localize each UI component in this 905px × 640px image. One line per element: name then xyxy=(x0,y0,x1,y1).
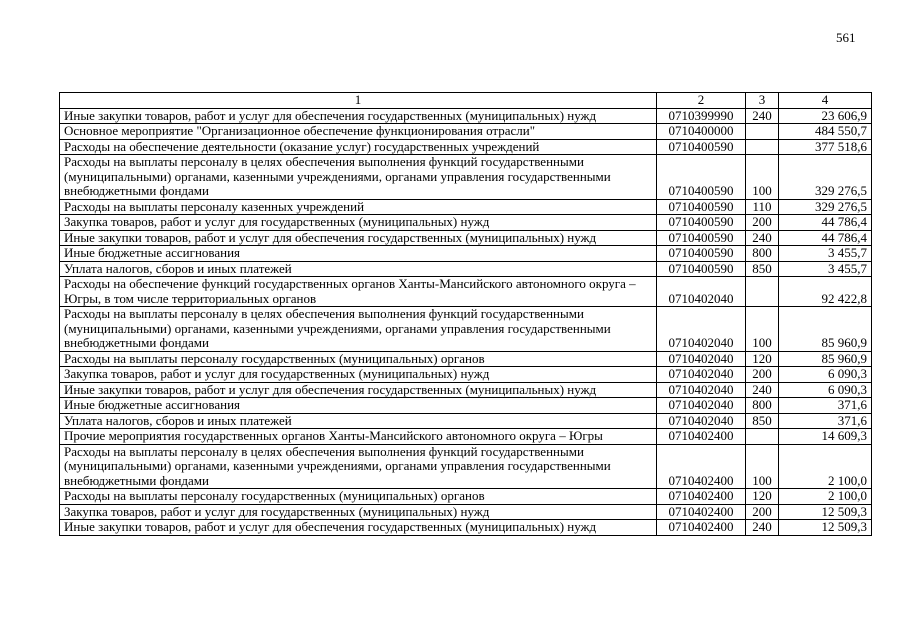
column-header-code: 2 xyxy=(657,93,746,109)
cell-code: 0710400590 xyxy=(657,230,746,246)
cell-type xyxy=(746,139,779,155)
cell-name: Прочие мероприятия государственных органов Ханты-Мансийского автономного округа – Югры xyxy=(60,429,657,445)
cell-type: 800 xyxy=(746,246,779,262)
cell-sum: 23 606,9 xyxy=(779,108,872,124)
table-row xyxy=(60,307,872,352)
cell-type: 110 xyxy=(746,199,779,215)
cell-name: Расходы на выплаты персоналу казенных учреждений xyxy=(60,199,657,215)
cell-code: 0710400590 xyxy=(657,261,746,277)
cell-sum: 92 422,8 xyxy=(779,277,872,307)
cell-code: 0710402400 xyxy=(657,489,746,505)
cell-name: Расходы на выплаты персоналу в целях обеспечения выполнения функций государственными (муниципальными) органами, казенными учреждениями, органами управления государственными внебюджетными фондами xyxy=(60,155,657,200)
cell-code: 0710402040 xyxy=(657,277,746,307)
table-row xyxy=(60,413,872,429)
cell-sum: 329 276,5 xyxy=(779,155,872,200)
cell-code: 0710402040 xyxy=(657,307,746,352)
cell-name: Расходы на обеспечение деятельности (оказание услуг) государственных учреждений xyxy=(60,139,657,155)
cell-type xyxy=(746,429,779,445)
cell-name: Иные бюджетные ассигнования xyxy=(60,246,657,262)
cell-sum: 371,6 xyxy=(779,413,872,429)
cell-code: 0710400000 xyxy=(657,124,746,140)
table-row xyxy=(60,367,872,383)
cell-type: 240 xyxy=(746,382,779,398)
cell-type: 200 xyxy=(746,367,779,383)
table-row xyxy=(60,108,872,124)
cell-type: 120 xyxy=(746,351,779,367)
cell-sum: 85 960,9 xyxy=(779,307,872,352)
cell-code: 0710402040 xyxy=(657,351,746,367)
cell-code: 0710402400 xyxy=(657,429,746,445)
cell-code: 0710400590 xyxy=(657,139,746,155)
table-row xyxy=(60,246,872,262)
table-row xyxy=(60,277,872,307)
column-header-sum: 4 xyxy=(779,93,872,109)
budget-table xyxy=(59,92,872,536)
cell-code: 0710400590 xyxy=(657,155,746,200)
cell-sum: 371,6 xyxy=(779,398,872,414)
cell-code: 0710400590 xyxy=(657,215,746,231)
cell-name: Уплата налогов, сборов и иных платежей xyxy=(60,261,657,277)
table-header-row xyxy=(60,93,872,109)
cell-sum: 329 276,5 xyxy=(779,199,872,215)
cell-name: Иные бюджетные ассигнования xyxy=(60,398,657,414)
cell-sum: 3 455,7 xyxy=(779,246,872,262)
cell-type: 240 xyxy=(746,230,779,246)
table-row xyxy=(60,139,872,155)
table-row xyxy=(60,261,872,277)
table-row xyxy=(60,382,872,398)
cell-code: 0710402040 xyxy=(657,398,746,414)
cell-name: Иные закупки товаров, работ и услуг для обеспечения государственных (муниципальных) нужд xyxy=(60,382,657,398)
cell-type: 120 xyxy=(746,489,779,505)
table-row xyxy=(60,215,872,231)
cell-name: Уплата налогов, сборов и иных платежей xyxy=(60,413,657,429)
cell-sum: 2 100,0 xyxy=(779,444,872,489)
cell-name: Иные закупки товаров, работ и услуг для обеспечения государственных (муниципальных) нужд xyxy=(60,230,657,246)
table-row xyxy=(60,429,872,445)
table-row xyxy=(60,489,872,505)
cell-sum: 6 090,3 xyxy=(779,367,872,383)
table-row xyxy=(60,398,872,414)
cell-name: Расходы на выплаты персоналу в целях обеспечения выполнения функций государственными (муниципальными) органами, казенными учреждениями, органами управления государственными внебюджетными фондами xyxy=(60,444,657,489)
table-row xyxy=(60,155,872,200)
cell-type xyxy=(746,277,779,307)
table-row xyxy=(60,199,872,215)
column-header-name: 1 xyxy=(60,93,657,109)
table-body xyxy=(60,108,872,535)
cell-type: 850 xyxy=(746,413,779,429)
table-row xyxy=(60,504,872,520)
cell-sum: 6 090,3 xyxy=(779,382,872,398)
cell-sum: 12 509,3 xyxy=(779,504,872,520)
cell-name: Основное мероприятие "Организационное обеспечение функционирования отрасли" xyxy=(60,124,657,140)
cell-sum: 14 609,3 xyxy=(779,429,872,445)
cell-type: 240 xyxy=(746,520,779,536)
cell-sum: 85 960,9 xyxy=(779,351,872,367)
cell-code: 0710400590 xyxy=(657,246,746,262)
cell-code: 0710399990 xyxy=(657,108,746,124)
cell-name: Закупка товаров, работ и услуг для государственных (муниципальных) нужд xyxy=(60,504,657,520)
cell-sum: 44 786,4 xyxy=(779,215,872,231)
cell-code: 0710400590 xyxy=(657,199,746,215)
cell-name: Расходы на обеспечение функций государственных органов Ханты-Мансийского автономного округа – Югры, в том числе территориальных органов xyxy=(60,277,657,307)
table-row xyxy=(60,520,872,536)
cell-name: Иные закупки товаров, работ и услуг для обеспечения государственных (муниципальных) нужд xyxy=(60,108,657,124)
cell-name: Расходы на выплаты персоналу государственных (муниципальных) органов xyxy=(60,351,657,367)
cell-code: 0710402400 xyxy=(657,520,746,536)
cell-type: 100 xyxy=(746,307,779,352)
cell-code: 0710402400 xyxy=(657,504,746,520)
cell-sum: 377 518,6 xyxy=(779,139,872,155)
cell-sum: 12 509,3 xyxy=(779,520,872,536)
cell-name: Расходы на выплаты персоналу в целях обеспечения выполнения функций государственными (муниципальными) органами, казенными учреждениями, органами управления государственными внебюджетными фондами xyxy=(60,307,657,352)
cell-type: 240 xyxy=(746,108,779,124)
cell-name: Закупка товаров, работ и услуг для государственных (муниципальных) нужд xyxy=(60,367,657,383)
column-header-type: 3 xyxy=(746,93,779,109)
cell-code: 0710402040 xyxy=(657,367,746,383)
table-row xyxy=(60,230,872,246)
cell-code: 0710402040 xyxy=(657,382,746,398)
table-row xyxy=(60,351,872,367)
page-number: 561 xyxy=(836,30,856,45)
cell-type: 800 xyxy=(746,398,779,414)
table-row xyxy=(60,444,872,489)
table-row xyxy=(60,124,872,140)
cell-sum: 2 100,0 xyxy=(779,489,872,505)
cell-name: Иные закупки товаров, работ и услуг для обеспечения государственных (муниципальных) нужд xyxy=(60,520,657,536)
cell-type: 200 xyxy=(746,504,779,520)
cell-type: 850 xyxy=(746,261,779,277)
cell-sum: 484 550,7 xyxy=(779,124,872,140)
cell-code: 0710402400 xyxy=(657,444,746,489)
cell-type: 200 xyxy=(746,215,779,231)
cell-type: 100 xyxy=(746,444,779,489)
cell-type xyxy=(746,124,779,140)
cell-name: Закупка товаров, работ и услуг для государственных (муниципальных) нужд xyxy=(60,215,657,231)
cell-sum: 3 455,7 xyxy=(779,261,872,277)
cell-name: Расходы на выплаты персоналу государственных (муниципальных) органов xyxy=(60,489,657,505)
cell-sum: 44 786,4 xyxy=(779,230,872,246)
cell-type: 100 xyxy=(746,155,779,200)
cell-code: 0710402040 xyxy=(657,413,746,429)
